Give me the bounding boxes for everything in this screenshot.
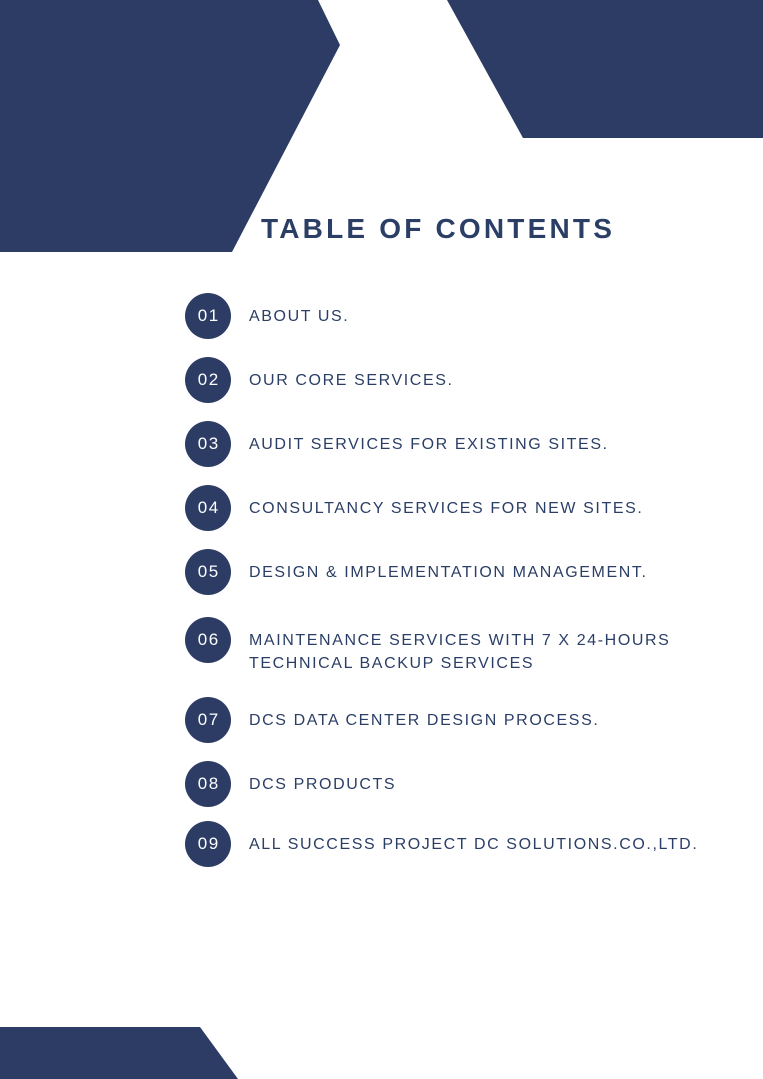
toc-item-08[interactable]: [185, 761, 701, 807]
toc-item-07[interactable]: [185, 697, 701, 743]
toc-item-06[interactable]: [185, 617, 701, 675]
item-label: CONSULTANCY SERVICES FOR NEW SITES.: [249, 500, 644, 517]
item-number-badge: 09: [185, 821, 231, 867]
item-label: ABOUT US.: [249, 308, 350, 325]
toc-item-05[interactable]: [185, 549, 701, 595]
item-label: MAINTENANCE SERVICES WITH 7 X 24-HOURS TECHNICAL BACKUP SERVICES: [249, 632, 671, 672]
page-title: TABLE OF CONTENTS: [261, 213, 616, 244]
item-label: DESIGN & IMPLEMENTATION MANAGEMENT.: [249, 564, 648, 581]
item-label: AUDIT SERVICES FOR EXISTING SITES.: [249, 436, 609, 453]
toc-item-02[interactable]: [185, 357, 701, 403]
top-right-shape: [447, 0, 763, 138]
item-number-badge: 03: [185, 421, 231, 467]
item-number-badge: 05: [185, 549, 231, 595]
item-label: OUR CORE SERVICES.: [249, 372, 454, 389]
toc-item-03[interactable]: [185, 421, 701, 467]
item-label: ALL SUCCESS PROJECT DC SOLUTIONS.CO.,LTD.: [249, 836, 699, 853]
bottom-left-shape: [0, 1027, 238, 1079]
item-number-badge: 01: [185, 293, 231, 339]
toc-item-04[interactable]: [185, 485, 701, 531]
item-number-badge: 04: [185, 485, 231, 531]
item-number-badge: 02: [185, 357, 231, 403]
item-number-badge: 06: [185, 617, 231, 663]
item-label: DCS PRODUCTS: [249, 776, 397, 793]
toc-item-01[interactable]: [185, 293, 701, 339]
toc-item-09[interactable]: [185, 821, 701, 867]
item-number-badge: 08: [185, 761, 231, 807]
item-number-badge: 07: [185, 697, 231, 743]
item-label: DCS DATA CENTER DESIGN PROCESS.: [249, 712, 600, 729]
